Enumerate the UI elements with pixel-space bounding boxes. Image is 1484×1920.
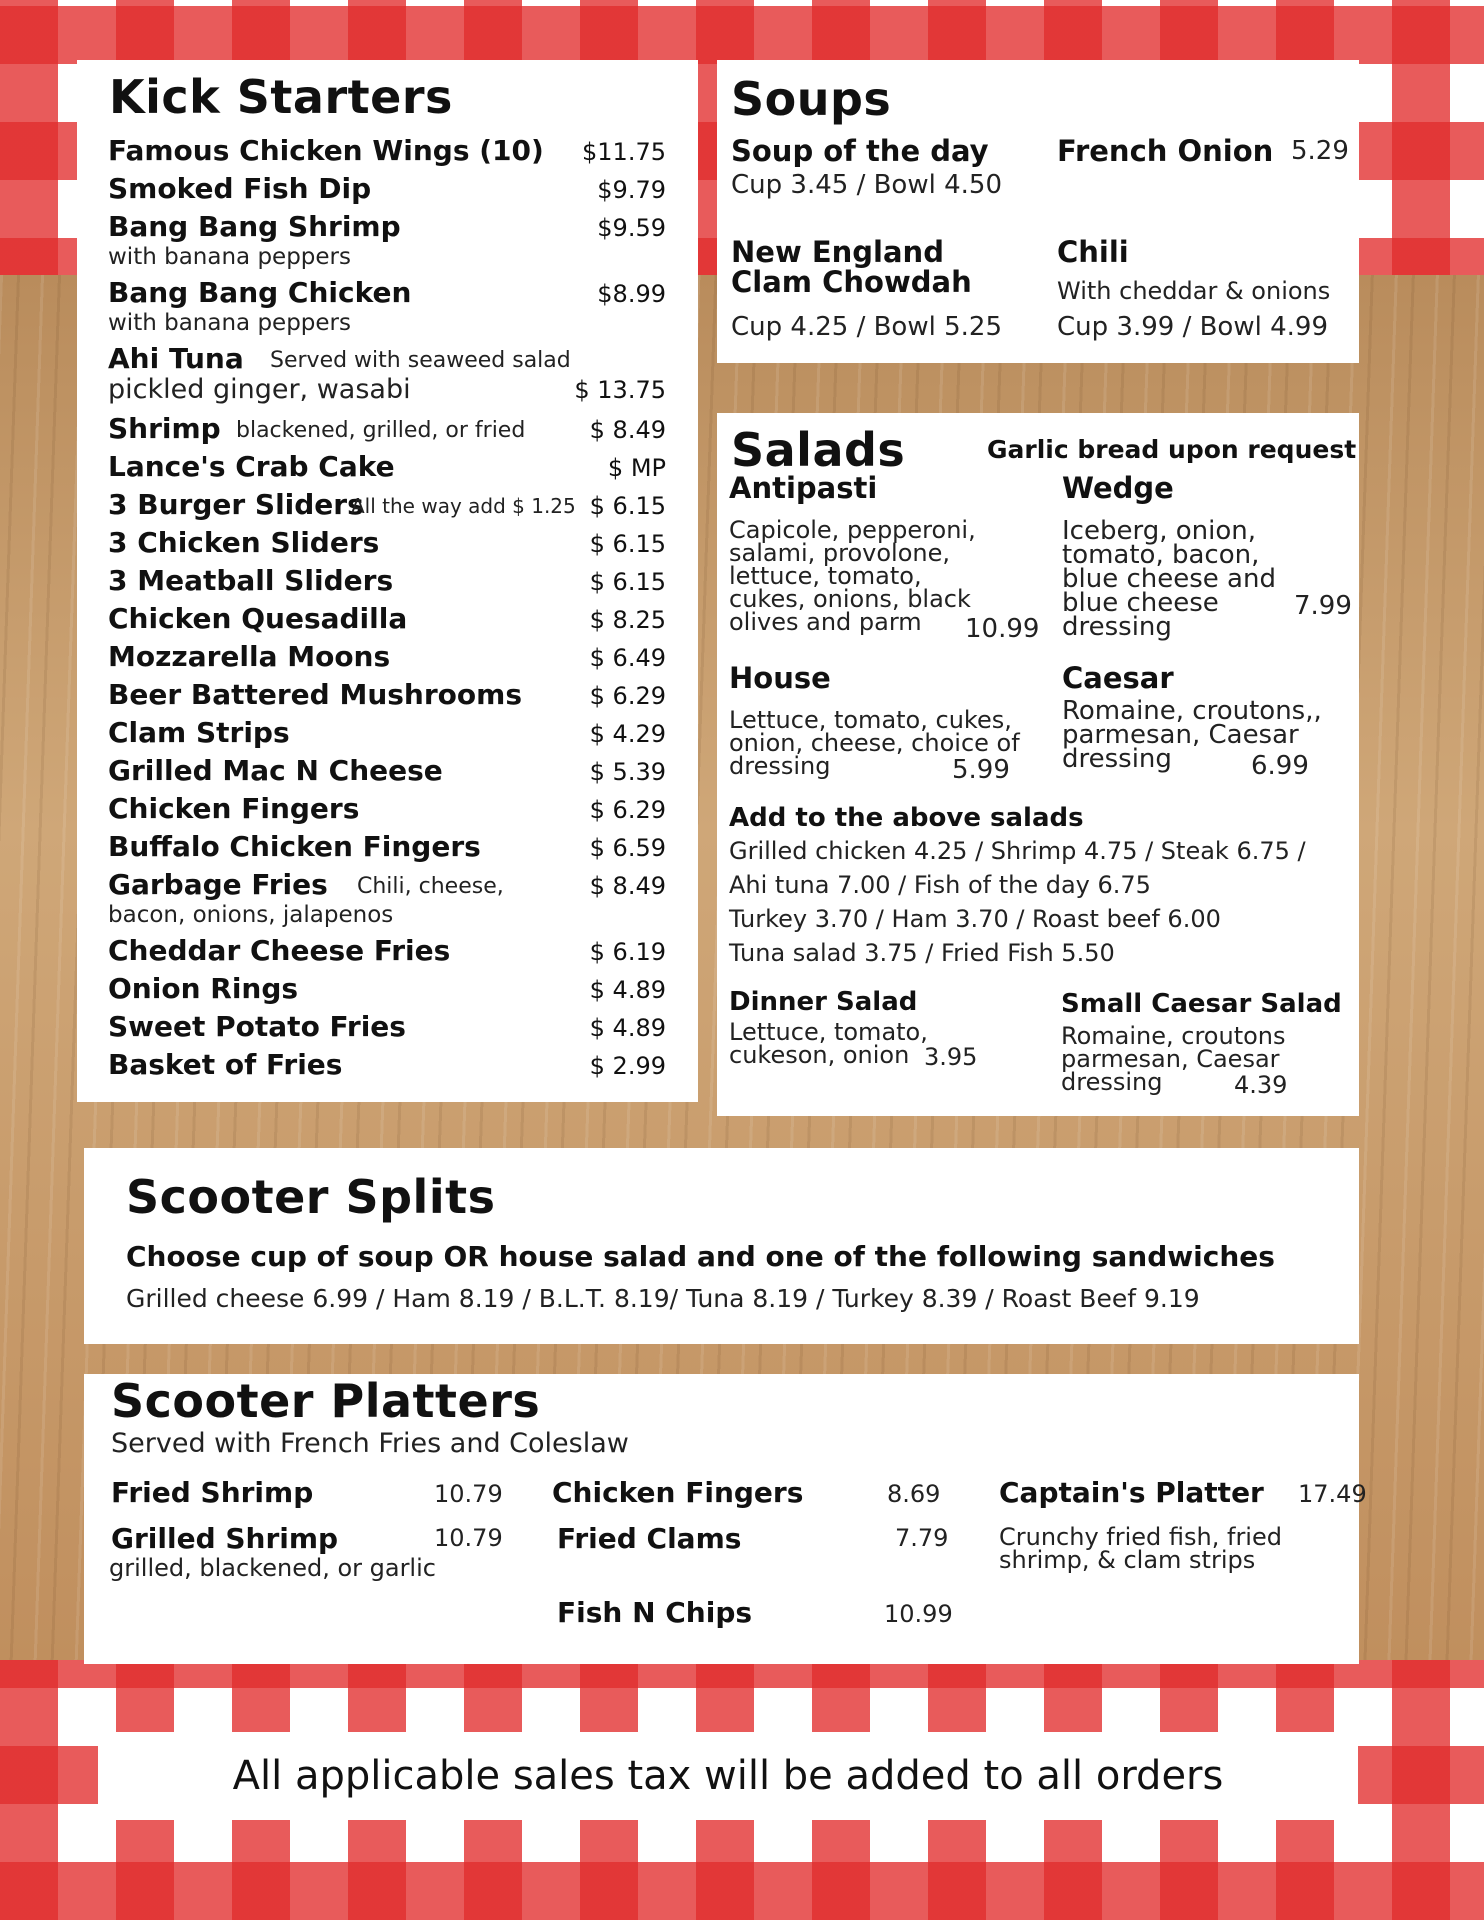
fried-shrimp-name: Fried Shrimp	[111, 1476, 314, 1509]
kick-starter-item-name: Lance's Crab Cake	[108, 450, 395, 483]
grilled-shrimp-price: 10.79	[434, 1524, 503, 1552]
soup-of-day-cup: Cup 3.45	[731, 170, 849, 200]
chowder-bowl: Bowl 5.25	[873, 312, 1002, 342]
garlic-bread-note: Garlic bread upon request	[987, 435, 1357, 464]
kick-starter-item-name: Buffalo Chicken Fingers	[108, 830, 481, 863]
kick-starter-item-name: Mozzarella Moons	[108, 640, 391, 673]
caesar-desc: Romaine, croutons,, parmesan, Caesar dressing	[1062, 696, 1322, 774]
kick-starter-item-sub: with banana peppers	[108, 310, 351, 336]
kick-starter-item-price: $ 6.59	[589, 834, 666, 862]
chili-prices	[1057, 312, 1328, 342]
splits-line: Grilled cheese 6.99 / Ham 8.19 / B.L.T. 8.19/ Tuna 8.19 / Turkey 8.39 / Roast Beef 9.19	[126, 1284, 1200, 1313]
splits-title: Scooter Splits	[126, 1170, 496, 1224]
add-line: Grilled chicken 4.25 / Shrimp 4.75 / Steak 6.75 /	[729, 837, 1306, 865]
kick-starter-item-price: $ 8.49	[589, 872, 666, 900]
kick-starter-item-name: Famous Chicken Wings (10)	[108, 134, 544, 167]
platters-subtitle: Served with French Fries and Coleslaw	[111, 1428, 629, 1459]
kick-starter-item-price: $ MP	[607, 454, 666, 482]
kick-starter-item-name: Chicken Quesadilla	[108, 602, 408, 635]
soups-title: Soups	[731, 72, 892, 126]
kick-starter-item-name: Clam Strips	[108, 716, 290, 749]
house-price: 5.99	[952, 755, 1010, 785]
add-line: Turkey 3.70 / Ham 3.70 / Roast beef 6.00	[729, 905, 1221, 933]
fried-shrimp-price: 10.79	[434, 1480, 503, 1508]
add-to-salads-title: Add to the above salads	[729, 803, 1084, 833]
chowder-name-line1: New England	[731, 235, 944, 269]
captains-platter-desc: Crunchy fried fish, fried shrimp, & clam strips	[999, 1523, 1282, 1574]
kick-starter-item-name: 3 Chicken Sliders	[108, 526, 380, 559]
separator: /	[856, 170, 866, 200]
french-onion-price: 5.29	[1291, 136, 1349, 166]
kick-starter-item-note: blackened, grilled, or fried	[236, 418, 526, 443]
kick-starter-item-price: $ 4.89	[589, 1014, 666, 1042]
kick-starter-item-name: Basket of Fries	[108, 1048, 343, 1081]
kick-starter-item-price: $ 2.99	[589, 1052, 666, 1080]
dinner-salad-price: 3.95	[924, 1043, 978, 1071]
kick-starter-item-name: Beer Battered Mushrooms	[108, 678, 522, 711]
antipasti-price: 10.99	[965, 614, 1040, 644]
platters-title: Scooter Platters	[111, 1374, 541, 1428]
chowder-cup: Cup 4.25	[731, 312, 849, 342]
platters-panel	[84, 1374, 1367, 1664]
splits-panel	[84, 1148, 1359, 1344]
kick-starter-item-price: $ 5.39	[589, 758, 666, 786]
kick-starter-item-price: $ 6.29	[589, 796, 666, 824]
kick-starter-item-price: $ 6.15	[589, 530, 666, 558]
dinner-salad-desc: Lettuce, tomato, cukeson, onion	[729, 1018, 928, 1069]
kick-starter-item-price: $ 6.15	[589, 568, 666, 596]
wedge-name: Wedge	[1062, 471, 1174, 505]
grilled-shrimp-name: Grilled Shrimp	[111, 1522, 339, 1555]
soups-panel	[717, 60, 1359, 363]
house-desc: Lettuce, tomato, cukes, onion, cheese, choice of dressing	[729, 706, 1020, 780]
separator: /	[856, 312, 866, 342]
splits-subtitle: Choose cup of soup OR house salad and one of the following sandwiches	[126, 1240, 1275, 1273]
kick-starter-item-name: Cheddar Cheese Fries	[108, 934, 451, 967]
fish-chips-price: 10.99	[884, 1600, 953, 1628]
wedge-price: 7.99	[1294, 591, 1352, 621]
kick-starter-item-name: Garbage Fries	[108, 868, 328, 901]
chili-name: Chili	[1057, 235, 1129, 269]
kick-starter-item-sub: pickled ginger, wasabi	[108, 374, 411, 405]
kick-starter-item-name: Onion Rings	[108, 972, 299, 1005]
grilled-shrimp-sub: grilled, blackened, or garlic	[109, 1554, 436, 1582]
chowder-name-line2: Clam Chowdah	[731, 265, 972, 299]
kick-starter-item-price: $8.99	[597, 280, 666, 308]
antipasti-name: Antipasti	[729, 471, 878, 505]
soup-of-day-bowl: Bowl 4.50	[873, 170, 1002, 200]
chili-bowl: Bowl 4.99	[1199, 312, 1328, 342]
kick-starter-item-price: $ 13.75	[574, 376, 666, 404]
chili-desc: With cheddar & onions	[1057, 277, 1331, 305]
kick-starter-item-name: Ahi Tuna	[108, 342, 244, 375]
kick-starter-item-name: Shrimp	[108, 412, 221, 445]
kick-starter-item-note: Served with seaweed salad	[270, 348, 571, 373]
small-caesar-price: 4.39	[1234, 1071, 1288, 1099]
add-line: Tuna salad 3.75 / Fried Fish 5.50	[729, 939, 1115, 967]
kick-starter-item-price: $11.75	[582, 138, 666, 166]
wedge-desc: Iceberg, onion, tomato, bacon, blue cheese and blue cheese dressing	[1062, 516, 1276, 642]
kick-starter-item-name: Bang Bang Shrimp	[108, 210, 401, 243]
kick-starter-item-price: $ 4.29	[589, 720, 666, 748]
kick-starter-item-note: All the way add $ 1.25	[351, 494, 576, 518]
separator: /	[1182, 312, 1192, 342]
kick-starter-item-price: $ 4.89	[589, 976, 666, 1004]
kick-starter-item-price: $ 6.29	[589, 682, 666, 710]
kick-starter-item-name: Smoked Fish Dip	[108, 172, 372, 205]
fried-clams-price: 7.79	[895, 1524, 949, 1552]
caesar-name: Caesar	[1062, 661, 1174, 695]
tax-banner-text: All applicable sales tax will be added to all orders	[232, 1753, 1224, 1799]
kick-starter-item-name: 3 Burger Sliders	[108, 488, 364, 521]
captains-platter-name: Captain's Platter	[999, 1476, 1264, 1509]
french-onion-name: French Onion	[1057, 134, 1274, 168]
antipasti-desc: Capicole, pepperoni, salami, provolone, lettuce, tomato, cukes, onions, black olives and parm	[729, 516, 976, 636]
kick-starter-item-price: $ 8.49	[589, 416, 666, 444]
kick-starter-item-price: $ 8.25	[589, 606, 666, 634]
add-line: Ahi tuna 7.00 / Fish of the day 6.75	[729, 871, 1151, 899]
small-caesar-desc: Romaine, croutons parmesan, Caesar dressing	[1061, 1022, 1286, 1096]
chowder-prices	[731, 312, 1002, 342]
caesar-price: 6.99	[1251, 751, 1309, 781]
kick-starter-item-price: $9.79	[597, 176, 666, 204]
soup-of-day-name: Soup of the day	[731, 134, 989, 168]
dinner-salad-name: Dinner Salad	[729, 987, 918, 1017]
small-caesar-name: Small Caesar Salad	[1061, 989, 1342, 1019]
kick-starter-item-sub: with banana peppers	[108, 244, 351, 270]
kick-starter-item-name: 3 Meatball Sliders	[108, 564, 394, 597]
chicken-fingers-price: 8.69	[887, 1480, 941, 1508]
soup-of-day-prices	[731, 170, 1002, 200]
salads-panel	[717, 413, 1359, 1116]
kick-starters-panel	[77, 60, 698, 1102]
kick-starter-item-name: Sweet Potato Fries	[108, 1010, 406, 1043]
kick-starter-item-price: $ 6.19	[589, 938, 666, 966]
kick-starter-item-price: $ 6.49	[589, 644, 666, 672]
kick-starter-item-note: Chili, cheese,	[357, 874, 504, 899]
salads-title: Salads	[731, 423, 906, 477]
house-name: House	[729, 661, 831, 695]
chicken-fingers-name: Chicken Fingers	[552, 1476, 804, 1509]
kick-starter-item-sub: bacon, onions, jalapenos	[108, 902, 394, 928]
tax-banner	[98, 1732, 1358, 1820]
kick-starter-item-name: Chicken Fingers	[108, 792, 360, 825]
kick-starter-item-name: Bang Bang Chicken	[108, 276, 412, 309]
fried-clams-name: Fried Clams	[557, 1522, 742, 1555]
fish-chips-name: Fish N Chips	[557, 1596, 753, 1629]
kick-starter-item-price: $ 6.15	[589, 492, 666, 520]
captains-platter-price: 17.49	[1298, 1480, 1367, 1508]
chili-cup: Cup 3.99	[1057, 312, 1175, 342]
kick-starters-title: Kick Starters	[109, 70, 453, 124]
kick-starter-item-name: Grilled Mac N Cheese	[108, 754, 443, 787]
kick-starter-item-price: $9.59	[597, 214, 666, 242]
